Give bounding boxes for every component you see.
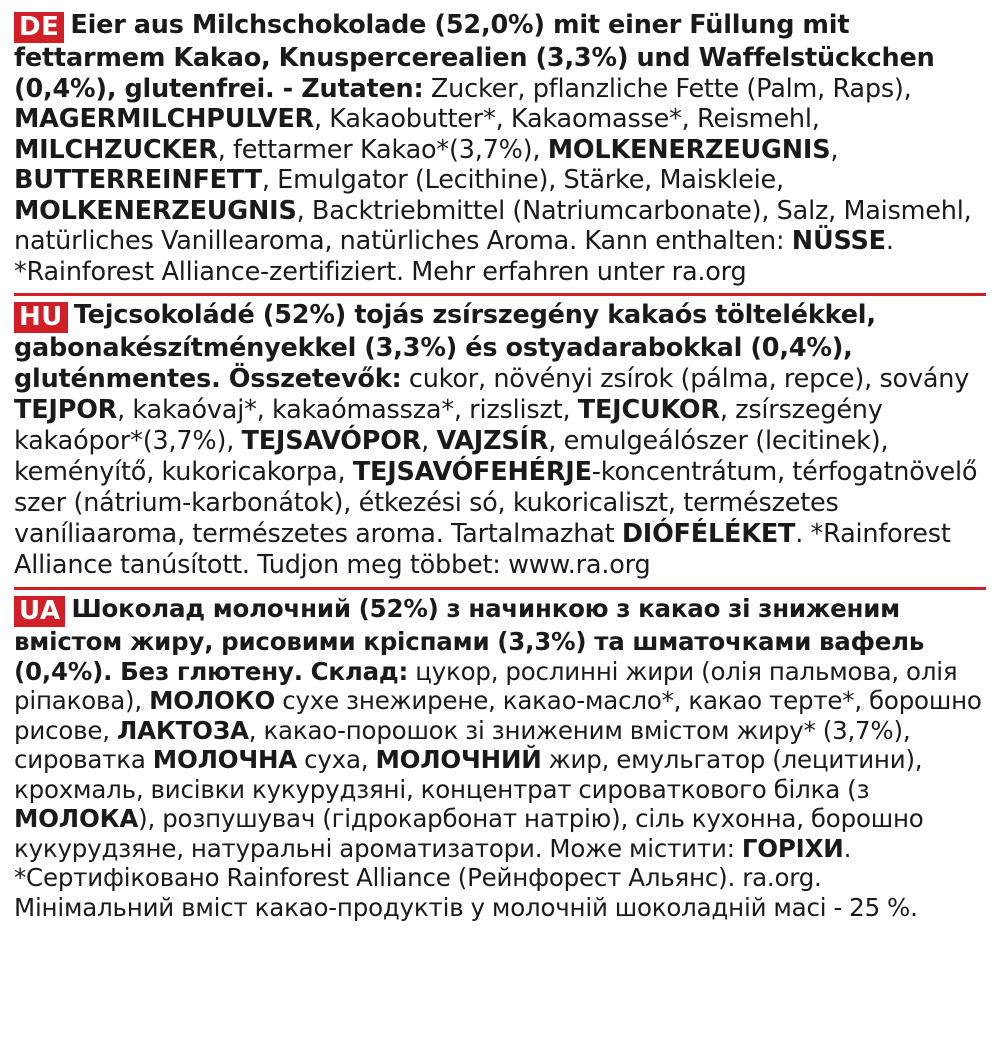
- ingredient-text: -koncentrátum, térfogatnövelő szer (nátrium-karbonátok), étkezési só, kukoricaliszt, természetes vaníliaaroma, természetes aroma. Tartalmazhat: [14, 457, 978, 549]
- allergen-emphasis: TEJSAVÓFEHÉRJE: [352, 457, 592, 487]
- section-de-ingredients: [14, 74, 972, 287]
- allergen-emphasis: TEJPOR: [14, 395, 118, 425]
- allergen-emphasis: МОЛОКО: [149, 686, 276, 715]
- allergen-emphasis: МОЛОЧНИЙ: [375, 745, 542, 774]
- ingredient-text: суха,: [297, 745, 376, 774]
- language-tag-de: DE: [14, 12, 64, 43]
- ingredient-text: . *Rainforest Alliance tanúsított. Tudjon meg többet: www.ra.org: [14, 519, 951, 580]
- ingredient-text: жир, емульгатор (лецитини), крохмаль, висівки кукурудзяні, концентрат сироваткового білка (з: [14, 745, 923, 804]
- allergen-emphasis: ЛАКТОЗА: [116, 715, 249, 745]
- ingredient-text: , zsírszegény kakaópor*(3,7%),: [14, 395, 883, 456]
- ingredient-text: цукор, рослинні жири (олія пальмова, олія ріпакова),: [14, 656, 958, 715]
- ingredient-text: . *Сертифіковано Rainforest Alliance (Рейнфорест Альянс). ra.org. Мінімальний вміст какао-продуктів у молочній шоколадній масі - 25 %.: [14, 833, 918, 922]
- language-tag-ua: UA: [14, 596, 65, 627]
- divider-hu-ua: [14, 587, 986, 590]
- divider-de-hu: [14, 293, 986, 296]
- section-de-text: [14, 10, 986, 287]
- section-ua-text: [14, 594, 986, 922]
- section-hu-ingredients: [14, 364, 977, 580]
- section-hu-lead: Tejcsokoládé (52%) tojás zsírszegény kakaós töltelékkel, gabonakészítményekkel (3,3%) és ostyadarabokkal (0,4%), gluténmentes. Összetevők:: [14, 300, 876, 394]
- allergen-emphasis: VAJZSÍR: [436, 426, 549, 456]
- ingredient-text: , Backtriebmittel (Natriumcarbonate), Salz, Maismehl, natürliches Vanillearoma, natürliches Aroma. Kann enthalten:: [14, 195, 972, 256]
- ingredient-text: cukor, növényi zsírok (pálma, repce), sovány: [408, 364, 970, 394]
- ingredient-text: , kakaóvaj*, kakaómassza*, rizsliszt,: [117, 395, 578, 425]
- ingredient-text: . *Rainforest Alliance-zertifiziert. Mehr erfahren unter ra.org: [14, 226, 894, 287]
- allergen-emphasis: TEJCUKOR: [577, 395, 720, 425]
- allergen-emphasis: МОЛОЧНА: [152, 745, 298, 774]
- allergen-emphasis: MAGERMILCHPULVER: [14, 104, 314, 134]
- section-ua: [14, 594, 986, 922]
- section-de-lead: Eier aus Milchschokolade (52,0%) mit einer Füllung mit fettarmem Kakao, Knuspercerealien (3,3%) und Waffelstückchen (0,4%), glutenfrei. - Zutaten:: [14, 10, 935, 104]
- ingredient-text: Zucker, pflanzliche Fette (Palm, Raps),: [430, 73, 912, 104]
- allergen-emphasis: MILCHZUCKER: [14, 134, 218, 165]
- section-hu: [14, 300, 986, 581]
- allergen-emphasis: TEJSAVÓPOR: [241, 426, 422, 456]
- section-ua-lead: Шоколад молочний (52%) з начинкою з какао зі зниженим вмістом жиру, рисовими кріспами (3,3%) та шматочками вафель (0,4%). Без глютену. Склад:: [14, 594, 925, 686]
- ingredient-text: ,: [830, 134, 839, 165]
- allergen-emphasis: MOLKENERZEUGNIS: [547, 134, 831, 165]
- ingredient-text: сухе знежирене, какао-масло*, какао терте*, борошно рисове,: [14, 686, 982, 745]
- ingredient-text: , какао-порошок зі зниженим вмістом жиру* (3,7%), сироватка: [14, 715, 911, 774]
- allergen-emphasis: NÜSSE: [791, 226, 886, 256]
- ingredient-text: ), розпушувач (гідрокарбонат натрію), сіль кухонна, борошно кукурудзяне, натуральні ароматизатори. Може містити:: [14, 804, 924, 863]
- language-tag-hu: HU: [14, 302, 68, 333]
- allergen-emphasis: ГОРІХИ: [741, 833, 844, 863]
- section-ua-ingredients: [14, 657, 982, 922]
- ingredient-text: ,: [421, 426, 437, 456]
- ingredient-text: , Kakaobutter*, Kakaomasse*, Reismehl,: [314, 104, 820, 134]
- section-hu-text: [14, 300, 986, 581]
- section-de: [14, 10, 986, 287]
- allergen-emphasis: МОЛОКА: [14, 804, 139, 833]
- ingredient-text: , Emulgator (Lecithine), Stärke, Maiskleie,: [261, 165, 784, 195]
- allergen-emphasis: BUTTERREINFETT: [14, 165, 262, 195]
- ingredient-text: , fettarmer Kakao*(3,7%),: [217, 134, 548, 165]
- ingredient-text: , emulgeálószer (lecitinek), keményítő, kukoricakorpa,: [14, 426, 889, 487]
- allergen-emphasis: DIÓFÉLÉKET: [621, 519, 796, 549]
- allergen-emphasis: MOLKENERZEUGNIS: [14, 195, 297, 226]
